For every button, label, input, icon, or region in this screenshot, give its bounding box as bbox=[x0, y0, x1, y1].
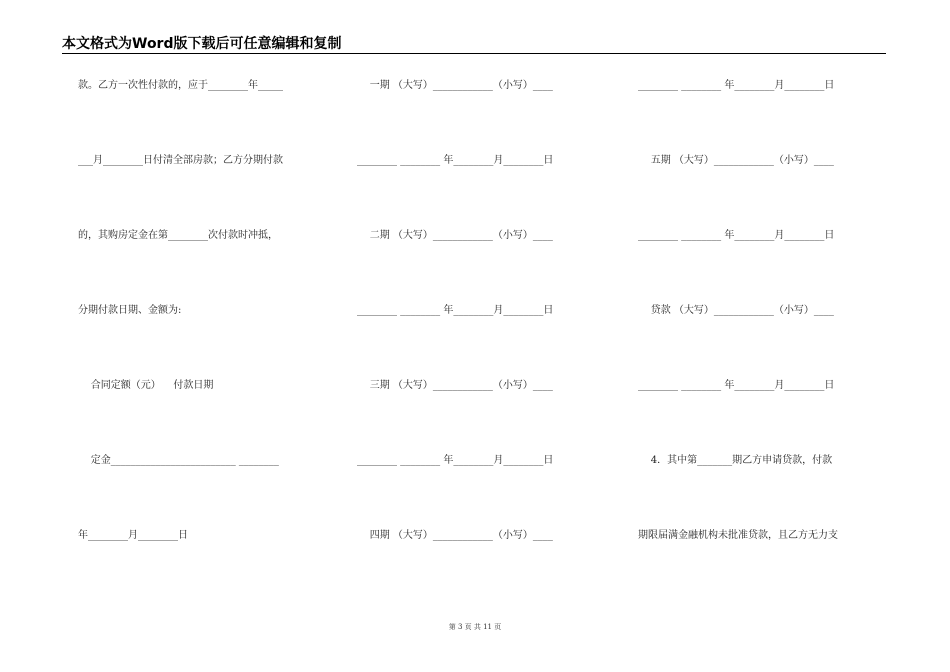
text-line: 期限届满金融机构未批准贷款，且乙方无力支 bbox=[638, 530, 838, 541]
text-line: 一期 （大写）____________（小写）____ bbox=[357, 80, 553, 91]
text-line: 四期 （大写）____________（小写）____ bbox=[357, 530, 553, 541]
text-line: ________ ________ 年________月________日 bbox=[638, 80, 835, 91]
text-line: ________ ________ 年________月________日 bbox=[638, 380, 835, 391]
text-line: 合同定额（元） 付款日期 bbox=[78, 380, 214, 391]
text-line: 三期 （大写）____________（小写）____ bbox=[357, 380, 553, 391]
text-line: 的，其购房定金在第________次付款时冲抵， bbox=[78, 230, 278, 241]
page-header-title: 本文格式为Word版下载后可任意编辑和复制 bbox=[62, 36, 342, 52]
text-line: 贷款 （大写）____________（小写）____ bbox=[638, 305, 834, 316]
text-line: 年________月________日 bbox=[78, 530, 188, 541]
text-line: ________ ________ 年________月________日 bbox=[638, 230, 835, 241]
text-line: ________ ________ 年________月________日 bbox=[357, 455, 554, 466]
text-line: 定金_________________________ ________ bbox=[78, 455, 279, 466]
text-line: ________ ________ 年________月________日 bbox=[357, 155, 554, 166]
text-line: 4．其中第_______期乙方申请贷款，付款 bbox=[638, 455, 833, 466]
text-line: 二期 （大写）____________（小写）____ bbox=[357, 230, 553, 241]
text-line: 分期付款日期、金额为: bbox=[78, 305, 182, 316]
header-rule bbox=[62, 53, 886, 54]
text-line: 款。乙方一次性付款的，应于________年_____ bbox=[78, 80, 283, 91]
text-line: 五期 （大写）____________（小写）____ bbox=[638, 155, 834, 166]
text-line: ___月________日付清全部房款；乙方分期付款 bbox=[78, 155, 283, 166]
page-number: 第 3 页 共 11 页 bbox=[448, 623, 502, 631]
text-line: ________ ________ 年________月________日 bbox=[357, 305, 554, 316]
